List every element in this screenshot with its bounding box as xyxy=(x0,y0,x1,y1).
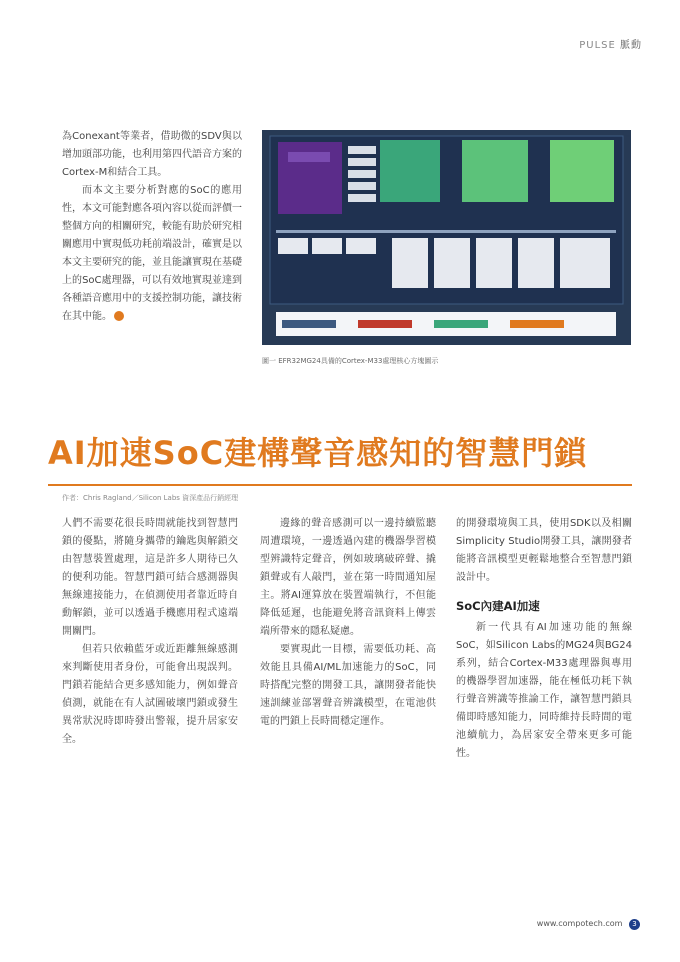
diagram-legend-swatch-2 xyxy=(358,320,412,328)
prev-article-text xyxy=(62,128,242,326)
block-diagram-svg xyxy=(262,130,631,345)
col2-paragraph-1: 邊緣的聲音感測可以一邊持續監聽周遭環境，一邊透過內建的機器學習模型辨識特定聲音，例如玻璃破碎聲、撬鎖聲或有人敲門，並在第一時間通知屋主。將AI運算放在裝置端執行，不但能降低延遲，也能避免將音訊資料上傳雲端所帶來的隱私疑慮。 xyxy=(260,518,436,637)
page-footer xyxy=(537,919,640,930)
diagram-security-block xyxy=(462,140,528,202)
col1-paragraph-1: 人們不需要花很長時間就能找到智慧門鎖的優點，將隨身攜帶的鑰匙與解鎖交由智慧裝置處理，這是許多人期待已久的便利功能。智慧門鎖可結合感測器與無線連接能力，在偵測使用者靠近時自動解鎖，並可以透過手機應用程式遠端開關門。 xyxy=(62,518,238,637)
page-number: 3 xyxy=(629,919,640,930)
article-title: AI加速SoC建構聲音感知的智慧門鎖 xyxy=(48,434,588,472)
end-mark-icon xyxy=(114,311,124,321)
article-column-3 xyxy=(456,515,632,763)
col1-paragraph-2: 但若只依賴藍牙或近距離無線感測來判斷使用者身份，可能會出現誤判。門鎖若能結合更多感知能力，例如聲音偵測，就能在有人試圖破壞門鎖或發生異常狀況時即時發出警報，提升居家安全。 xyxy=(62,644,238,745)
col3-paragraph-2: 新一代具有AI加速功能的無線SoC，如Silicon Labs的MG24與BG24系列，結合Cortex-M33處理器與專用的機器學習加速器，能在極低功耗下執行聲音辨識等推論工作，讓智慧門鎖具備即時感知能力，同時維持長時間的電池續航力，為居家安全帶來更多可能性。 xyxy=(456,622,632,759)
article-byline: 作者：Chris Ragland／Silicon Labs 資深產品行銷經理 xyxy=(62,494,239,502)
prev-paragraph-1: 為Conexant等業者，借助微的SDV與以增加頭部功能，也利用第四代語音方案的Cortex-M和結合工具。 xyxy=(62,131,242,178)
diagram-bus-line xyxy=(276,230,616,233)
block-diagram-figure xyxy=(262,130,631,345)
diagram-legend-swatch-3 xyxy=(434,320,488,328)
article-column-1 xyxy=(62,515,238,749)
article-column-2 xyxy=(260,515,436,731)
col3-paragraph-1: 的開發環境與工具，使用SDK以及相關Simplicity Studio開發工具，讓開發者能將音訊模型更輕鬆地整合至智慧門鎖設計中。 xyxy=(456,518,632,583)
header-brand: PULSE xyxy=(579,40,616,51)
figure-caption: 圖一 EFR32MG24具備的Cortex-M33處理核心方塊圖示 xyxy=(262,357,439,365)
diagram-legend-swatch-1 xyxy=(282,320,336,328)
prev-paragraph-2: 而本文主要分析對應的SoC的應用性，本文可能對應各項內容以從而評價一整個方向的相關研究，較能有助於研究相關應用中實現低功耗前端設計，確實是以本文主要研究的能，並且能讓實現在基礎上的SoC處理器，可以有效地實現並達到各種語音應用中的支援控制功能，讓技術在其中能。 xyxy=(62,185,242,322)
title-rule xyxy=(48,484,632,486)
diagram-radio-block xyxy=(380,140,440,202)
col2-paragraph-2: 要實現此一目標，需要低功耗、高效能且具備AI/ML加速能力的SoC，同時搭配完整的開發工具，讓開發者能快速訓練並部署聲音辨識模型，在電池供電的門鎖上長時間穩定運作。 xyxy=(260,644,436,727)
diagram-cpu-label-bar xyxy=(288,152,330,162)
section-subheading: SoC內建AI加速 xyxy=(456,599,540,613)
page-header xyxy=(579,36,642,51)
header-section: 脈動 xyxy=(620,40,642,51)
diagram-ai-accelerator-block xyxy=(550,140,614,202)
diagram-legend-swatch-4 xyxy=(510,320,564,328)
footer-url: www.compotech.com xyxy=(536,919,623,928)
